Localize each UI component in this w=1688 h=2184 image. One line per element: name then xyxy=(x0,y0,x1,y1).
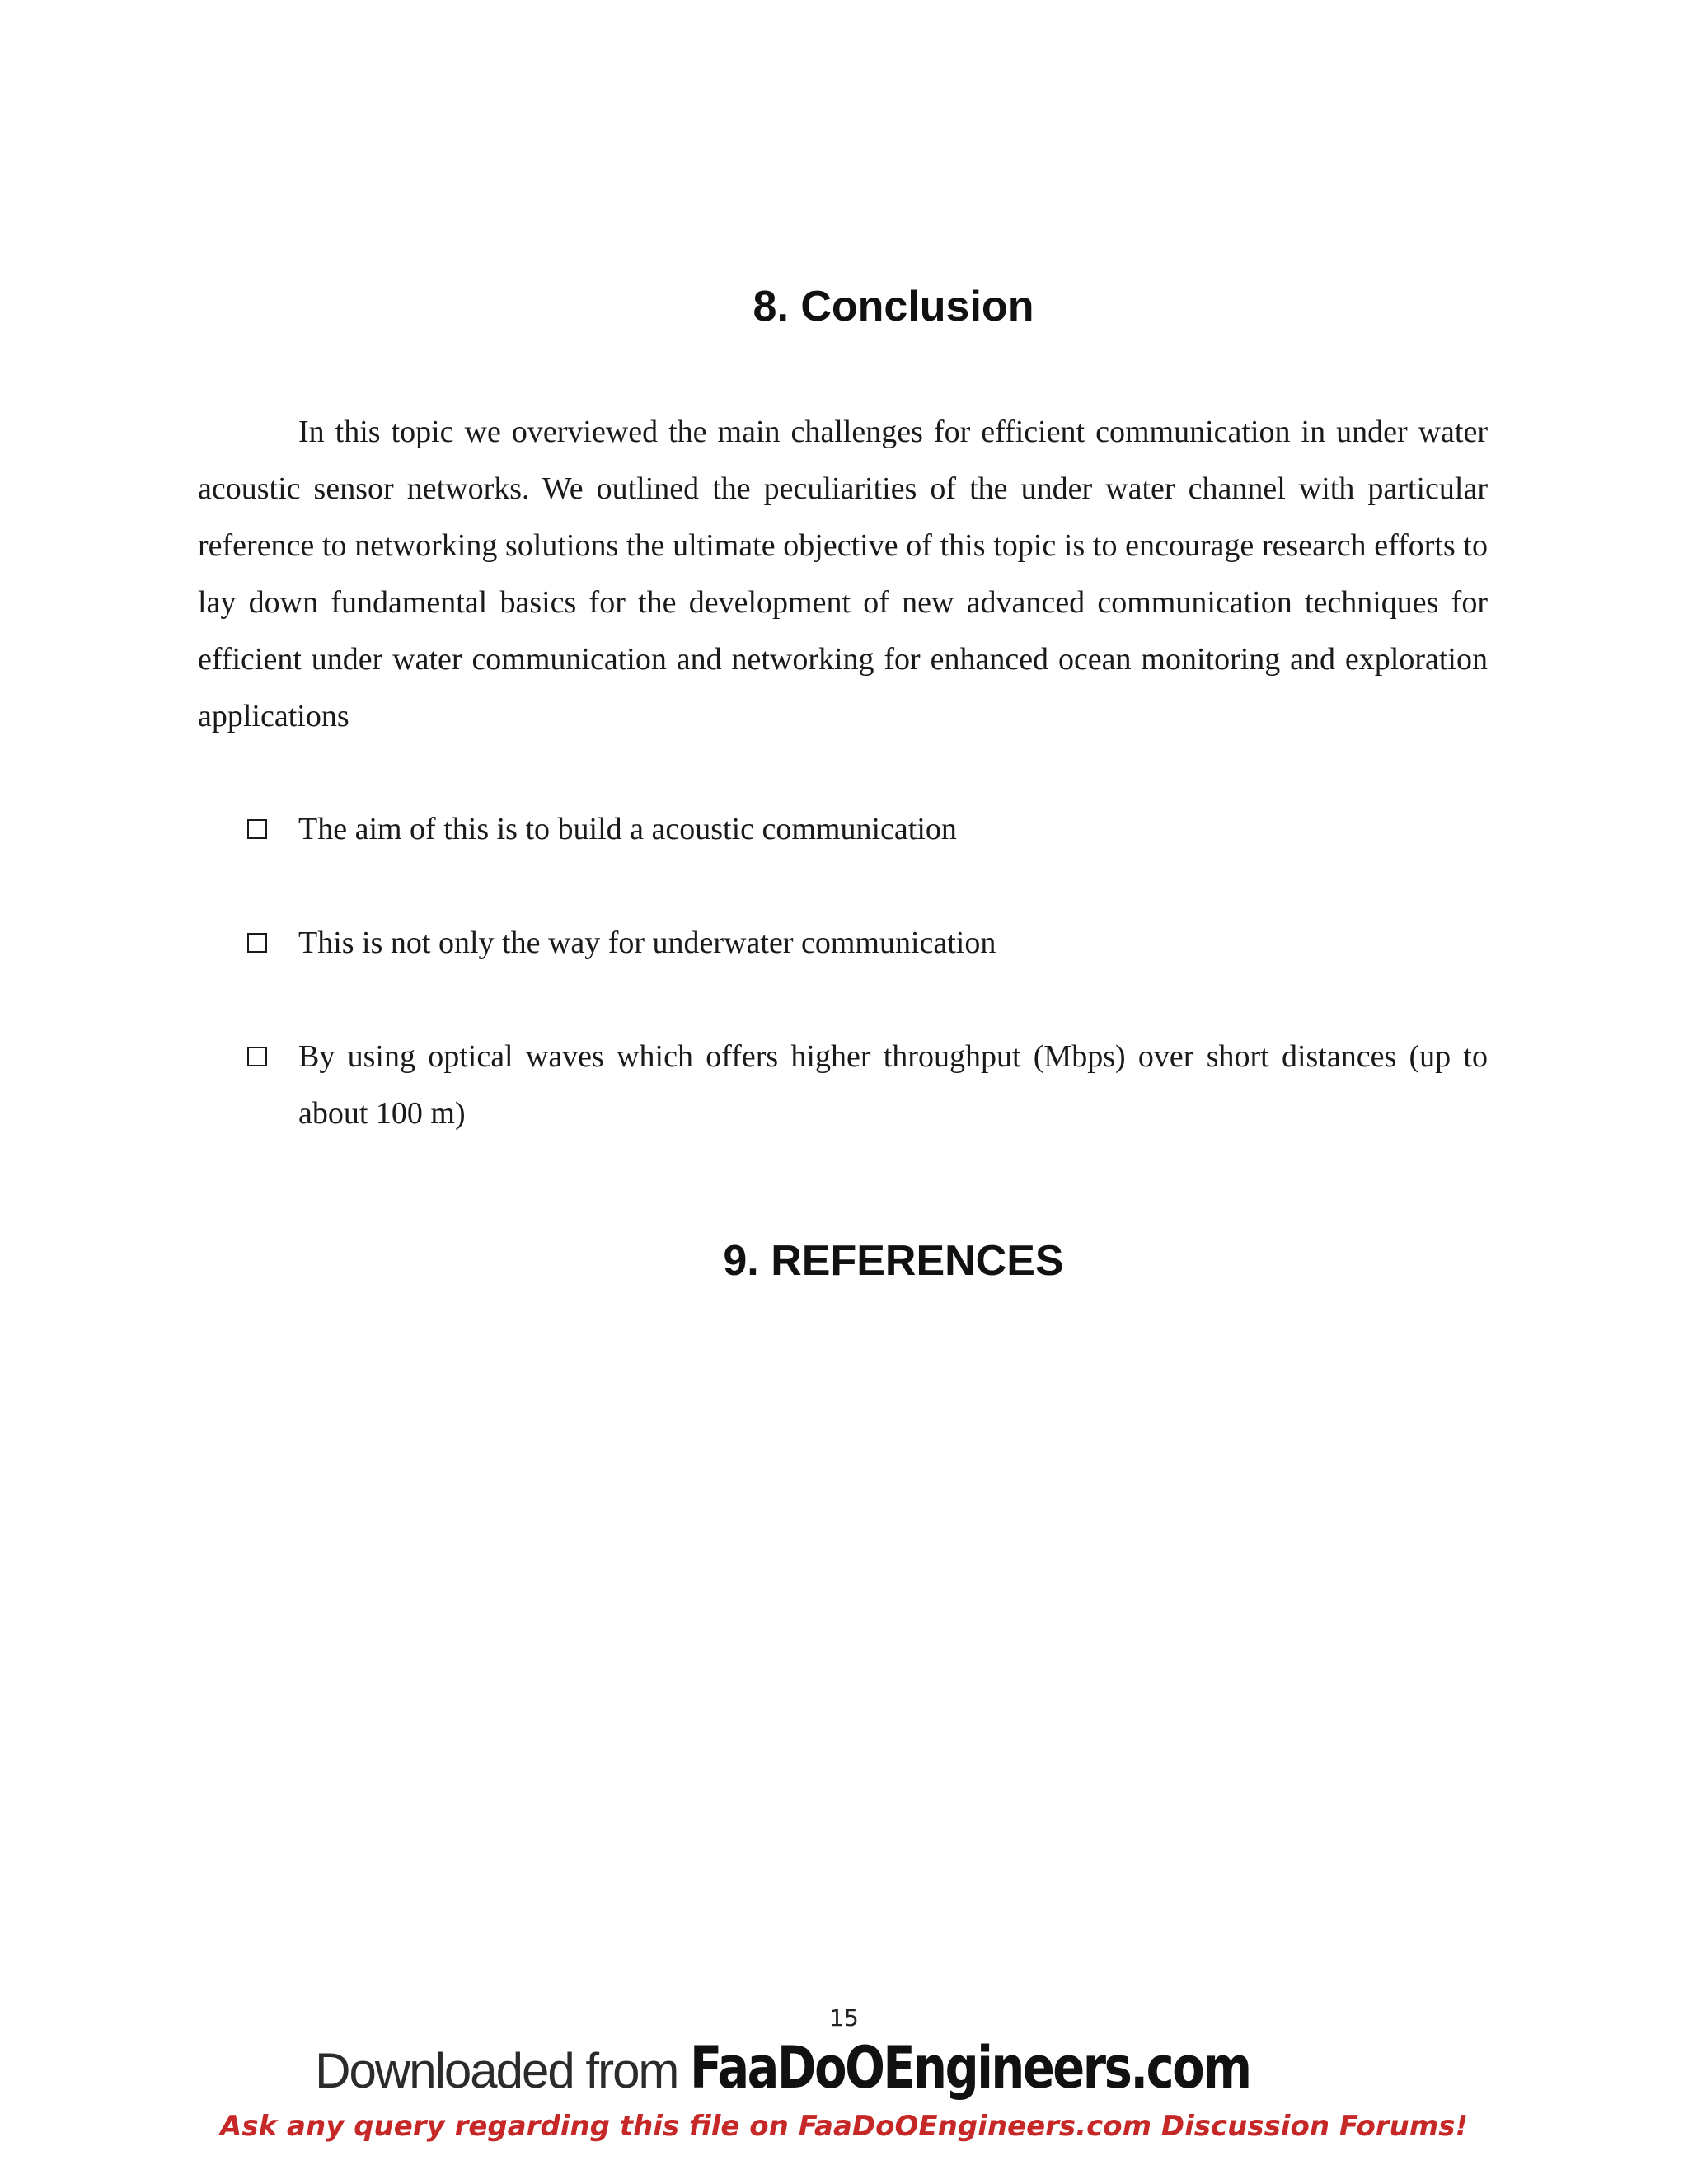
watermark-brand-logo: FaaDoOEngineers.com xyxy=(690,2034,1250,2102)
checkbox-bullet-icon xyxy=(247,933,267,953)
checkbox-bullet-icon xyxy=(247,819,267,839)
page-number-text: 15 xyxy=(829,2004,859,2032)
bullet-text: The aim of this is to build a acoustic communication xyxy=(298,812,957,846)
conclusion-paragraph: In this topic we overviewed the main challenges for efficient communication in under water acoustic sensor networks. We outlined the peculiarities of the under water channel with particular reference to networking solutions the ultimate objective of this topic is to encourage research efforts to lay down fundamental basics for the development of new advanced communication techniques for efficient under water communication and networking for enhanced ocean monitoring and exploration applications xyxy=(198,415,1488,733)
page-number xyxy=(0,2004,1688,2032)
conclusion-heading: 8. Conclusion xyxy=(753,283,1034,330)
download-watermark xyxy=(0,2034,1688,2102)
watermark-prefix: Downloaded from xyxy=(315,2043,691,2098)
checkbox-bullet-icon xyxy=(247,1047,267,1066)
bullet-text: By using optical waves which offers higher throughput (Mbps) over short distances (up to about 100 m) xyxy=(298,1039,1488,1131)
references-heading: 9. REFERENCES xyxy=(723,1237,1064,1285)
bullet-text: This is not only the way for underwater communication xyxy=(298,926,996,960)
watermark-query-line: Ask any query regarding this file on FaaDoOEngineers.com Discussion Forums! xyxy=(220,2110,1468,2143)
